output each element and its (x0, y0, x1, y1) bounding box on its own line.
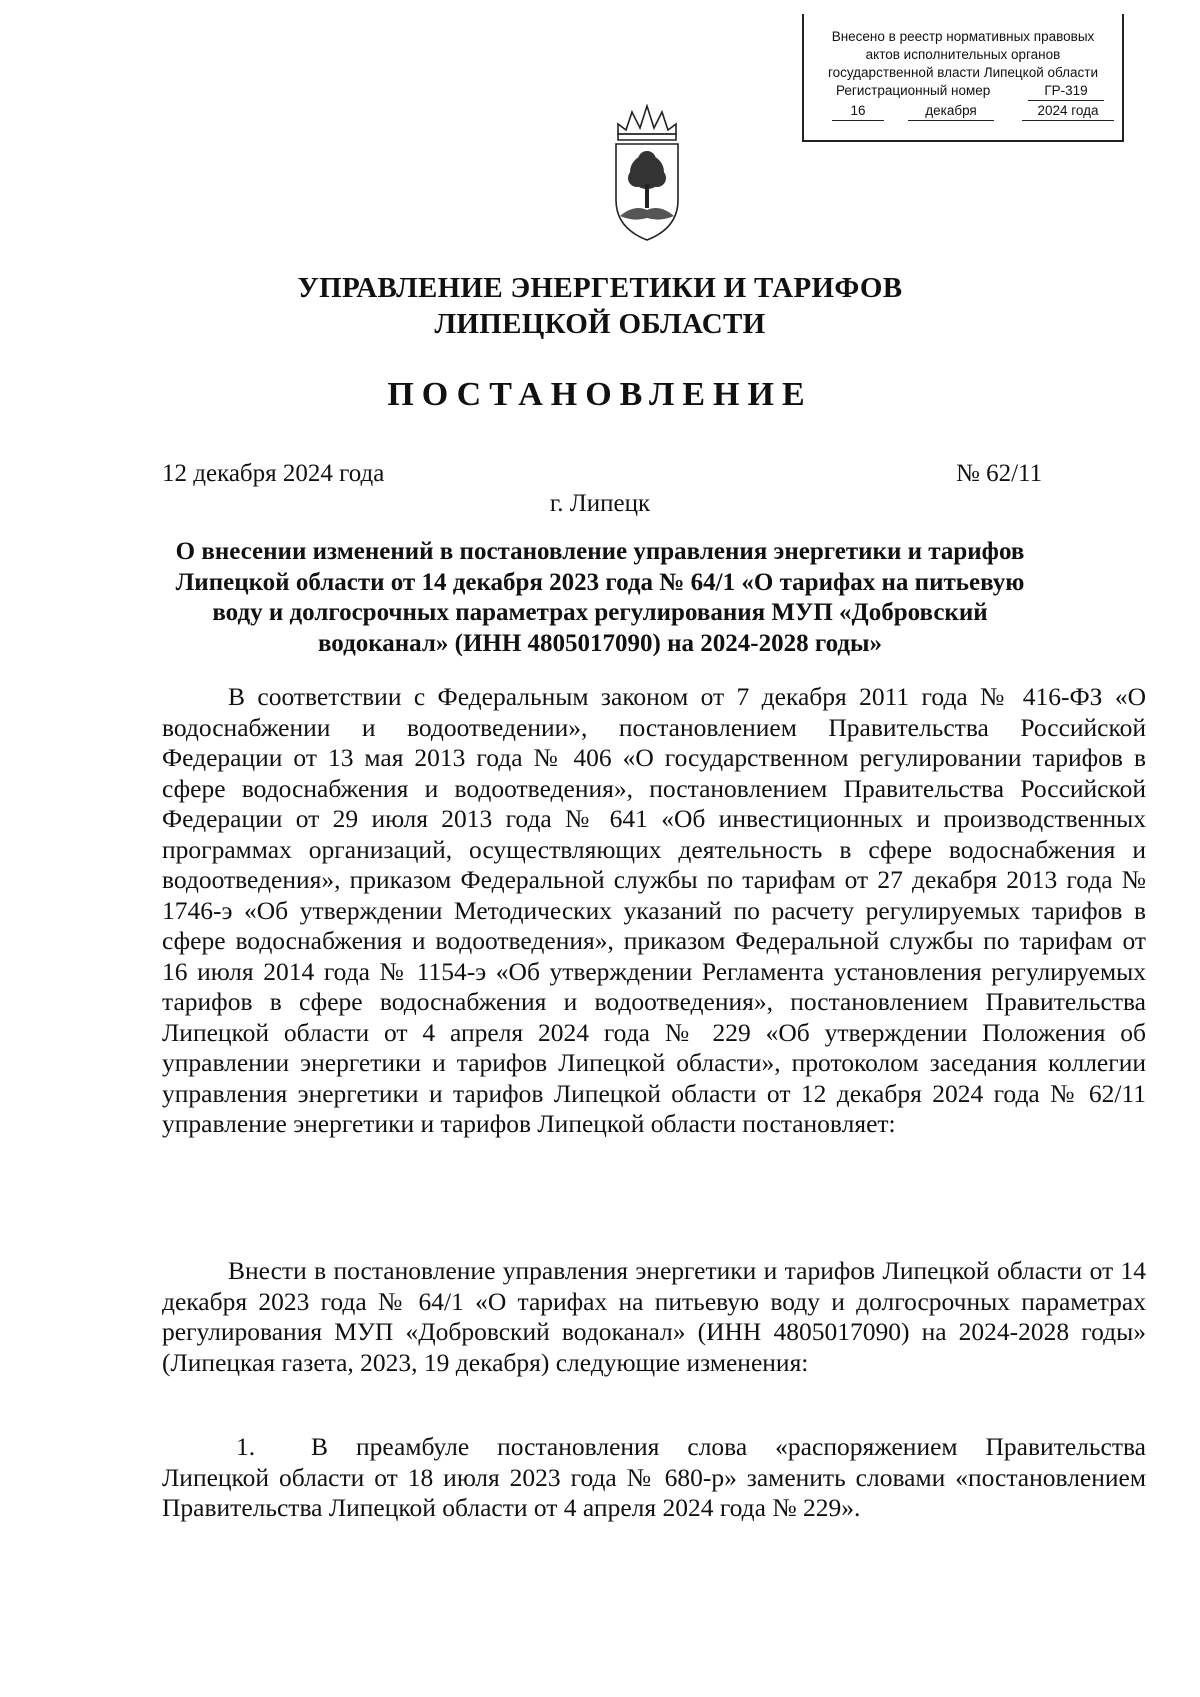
stamp-month: декабря (908, 102, 994, 121)
document-title: О внесении изменений в постановление управления энергетики и тарифов Липецкой области от 14 декабря 2023 года № 64/1 «О тарифах на питьевую воду и долгосрочных параметрах регулирования МУП «Добровский водоканал» (ИНН 4805017090) на 2024-2028 годы» (175, 538, 1025, 657)
item-1-text: В преамбуле постановления слова «распоряжением Правительства Липецкой области от 18 июля 2023 года № 680-р» заменить словами «постановлением Правительства Липецкой области от 4 апреля 2024 года № 229». (162, 1432, 1146, 1522)
stamp-day: 16 (832, 102, 884, 121)
stamp-line-1: Внесено в реестр нормативных правовых (831, 29, 1095, 44)
org-line-1: УПРАВЛЕНИЕ ЭНЕРГЕТИКИ И ТАРИФОВ (297, 272, 903, 304)
stamp-line-2: актов исполнительных органов (865, 47, 1061, 62)
stamp-reg-label: Регистрационный номер (836, 83, 991, 98)
document-city: г. Липецк (549, 490, 651, 517)
document-type: ПОСТАНОВЛЕНИЕ (387, 376, 813, 413)
document-number: № 62/11 (956, 460, 1043, 487)
document-date: 12 декабря 2024 года (162, 460, 385, 487)
item-1-paragraph (162, 1432, 1146, 1524)
stamp-reg-row (804, 82, 1122, 102)
preamble-paragraph: В соответствии с Федеральным законом от 7 декабря 2011 года № 416-ФЗ «О водоснабжении и водоотведении», постановлением Правительства Российской Федерации от 13 мая 2013 года № 406 «О государственном регулировании тарифов в сфере водоснабжения и водоотведения», постановлением Правительства Российской Федерации от 29 июля 2013 года № 641 «Об инвестиционных и производственных программах организаций, осуществляющих деятельность в сфере водоснабжения и водоотведения», приказом Федеральной службы по тарифам от 27 декабря 2013 года № 1746-э «Об утверждении Методических указаний по расчету регулируемых тарифов в сфере водоснабжения и водоотведения», приказом Федеральной службы по тарифам от 16 июля 2014 года № 1154-э «Об утверждении Регламента установления регулируемых тарифов в сфере водоснабжения и водоотведения», постановлением Правительства Липецкой области от 4 апреля 2024 года № 229 «Об утверждении Положения об управлении энергетики и тарифов Липецкой области», протоколом заседания коллегии управления энергетики и тарифов Липецкой области от 12 декабря 2024 года № 62/11 управление энергетики и тарифов Липецкой области постановляет: (162, 682, 1146, 1138)
amendment-paragraph: Внести в постановление управления энергетики и тарифов Липецкой области от 14 декабря 2023 года № 64/1 «О тарифах на питьевую воду и долгосрочных параметрах регулирования МУП «Добровский водоканал» (ИНН 4805017090) на 2024-2028 годы» (Липецкая газета, 2023, 19 декабря) следующие изменения: (162, 1256, 1146, 1377)
org-line-2: ЛИПЕЦКОЙ ОБЛАСТИ (434, 308, 766, 340)
item-1-number: 1. (236, 1432, 256, 1461)
stamp-line-3: государственной власти Липецкой области (827, 65, 1099, 80)
stamp-date-row (804, 102, 1122, 122)
stamp-reg-number: ГР-319 (1028, 82, 1104, 101)
organization-name (0, 270, 1200, 342)
stamp-year: 2024 года (1022, 102, 1114, 121)
coat-of-arms-emblem (610, 104, 684, 244)
registry-stamp (802, 14, 1124, 142)
